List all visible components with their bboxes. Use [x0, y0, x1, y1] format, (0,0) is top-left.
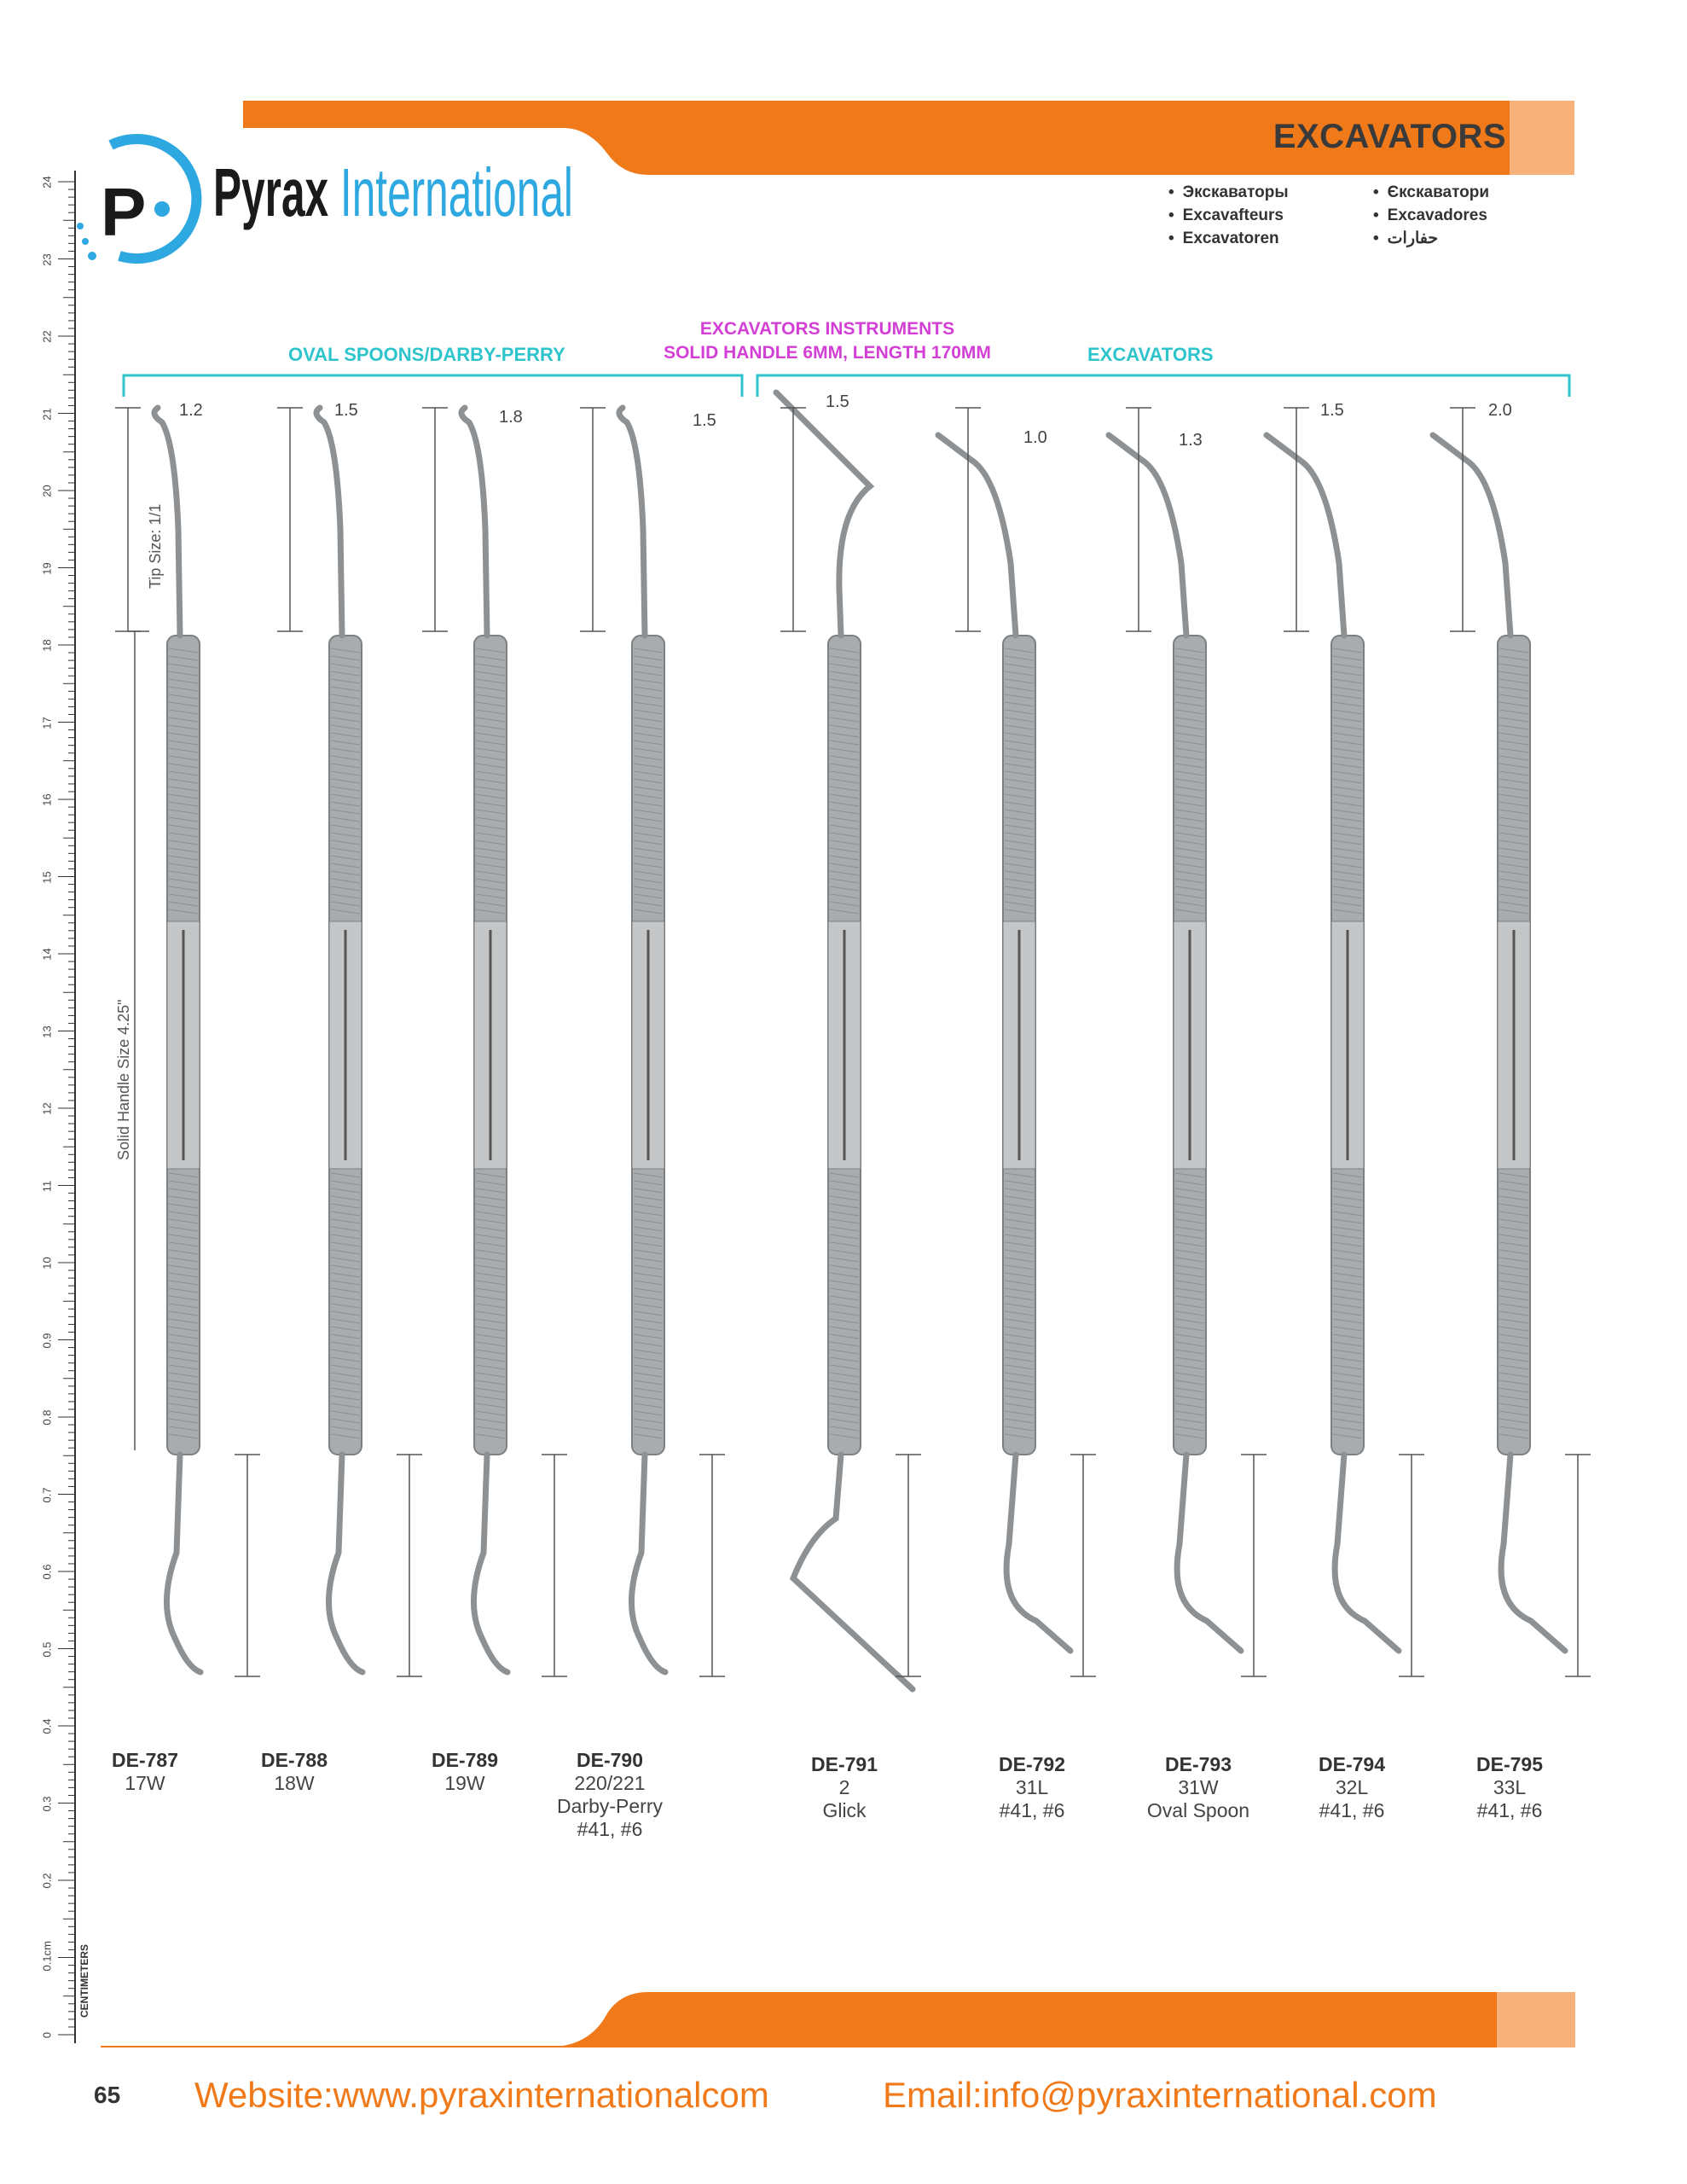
ruler-number: 0.5 [40, 1641, 54, 1658]
translation-item: • Єкскаватори [1373, 181, 1489, 204]
tip-measure-bottom [1565, 1455, 1591, 1676]
ruler-number: 20 [40, 485, 54, 497]
tip-size-value: 1.5 [826, 392, 849, 411]
ruler-number: 0.7 [40, 1486, 54, 1503]
tip-measure-top [277, 408, 303, 631]
footer-band [101, 1992, 1497, 2048]
main-heading-line2: SOLID HANDLE 6MM, LENGTH 170MM [664, 343, 991, 363]
ruler-number: 14 [40, 948, 54, 961]
tip-size-annotation: Tip Size: 1/1 [147, 503, 164, 589]
ruler-number: 19 [40, 561, 54, 575]
tip-size-value: 1.5 [1320, 401, 1344, 420]
working-end-top [938, 435, 1016, 636]
product-detail: Oval Spoon [1146, 1799, 1250, 1821]
tip-size-value: 1.5 [693, 411, 716, 430]
brand-name-blue: International [339, 154, 573, 230]
tip-size-value: 1.3 [1179, 431, 1203, 450]
product-code: DE-788 [261, 1749, 328, 1771]
group-left-bracket [124, 375, 742, 397]
ruler-number: 13 [40, 1025, 54, 1038]
working-end-bottom [1006, 1455, 1070, 1651]
product-detail: #41, #6 [1319, 1799, 1385, 1821]
product-code: DE-792 [999, 1753, 1065, 1775]
handle-size-annotation: Solid Handle Size 4.25" [115, 999, 132, 1160]
instrument-de-789 [422, 408, 567, 1676]
working-end-bottom [793, 1455, 913, 1689]
product-label [1267, 1753, 1437, 1822]
brand-name-dark: Pyrax [213, 154, 329, 230]
working-end-top [1433, 435, 1510, 636]
working-end-top [776, 392, 870, 636]
product-label [1424, 1753, 1595, 1822]
ruler-unit-label: CENTIMETERS [78, 1943, 90, 2018]
working-end-bottom [1501, 1455, 1565, 1651]
working-end-bottom [631, 1455, 665, 1672]
product-detail: 31L [1015, 1776, 1049, 1798]
tip-measure-top [780, 408, 806, 631]
tip-size-value: 1.8 [499, 408, 523, 427]
tip-measure-bottom [1241, 1455, 1267, 1676]
working-end-top [619, 408, 645, 636]
instrument-drawings [115, 392, 1591, 1689]
working-end-top [1267, 435, 1344, 636]
product-detail: 2 [838, 1776, 850, 1798]
page-title: EXCAVATORS [1272, 118, 1506, 155]
instrument-de-792 [938, 408, 1096, 1676]
working-end-top [461, 408, 487, 636]
tip-measure-bottom [699, 1455, 725, 1676]
product-detail: Glick [822, 1799, 867, 1821]
main-heading-line1: EXCAVATORS INSTRUMENTS [699, 319, 955, 339]
ruler-number: 22 [40, 330, 54, 343]
product-detail: 32L [1335, 1776, 1369, 1798]
instrument-de-790 [580, 408, 725, 1676]
instrument-de-795 [1433, 408, 1591, 1676]
ruler-number: 11 [40, 1180, 54, 1192]
email-link[interactable]: Email:info@pyraxinternational.com [883, 2075, 1437, 2115]
ruler-number: 0.3 [40, 1795, 54, 1812]
tip-measure-bottom [1070, 1455, 1096, 1676]
product-code: DE-795 [1476, 1753, 1543, 1775]
translations-left [1168, 181, 1289, 250]
product-detail: 33L [1493, 1776, 1527, 1798]
group-right-bracket [757, 375, 1569, 397]
tip-measure-top [422, 408, 448, 631]
product-label [525, 1749, 695, 1841]
tip-measure-top [580, 408, 606, 631]
product-label [759, 1753, 930, 1822]
product-code: DE-791 [811, 1753, 878, 1775]
product-detail: 31W [1178, 1776, 1219, 1798]
ruler-number: 0.4 [40, 1718, 54, 1734]
product-code: DE-790 [577, 1749, 643, 1771]
product-detail: #41, #6 [577, 1818, 643, 1840]
working-end-bottom [1335, 1455, 1399, 1651]
working-end-top [316, 408, 342, 636]
instrument-de-791 [776, 392, 921, 1689]
product-detail: 220/221 [574, 1772, 646, 1794]
product-detail: 17W [125, 1772, 165, 1794]
product-label [209, 1749, 380, 1795]
instrument-de-788 [277, 408, 422, 1676]
tip-measure-top [115, 408, 141, 631]
product-code: DE-787 [112, 1749, 178, 1771]
tip-measure-bottom [235, 1455, 260, 1676]
ruler-number: 0 [40, 2031, 54, 2039]
ruler-number: 0.6 [40, 1564, 54, 1580]
group-left-label: OVAL SPOONS/DARBY-PERRY [288, 344, 565, 365]
working-end-bottom [473, 1455, 507, 1672]
instrument-de-787 [115, 408, 260, 1676]
working-end-top [1109, 435, 1186, 636]
ruler-number: 10 [40, 1257, 54, 1269]
product-label [947, 1753, 1117, 1822]
translation-item: • Экскаваторы [1168, 181, 1289, 204]
product-detail: 18W [274, 1772, 315, 1794]
tip-measure-top [1126, 408, 1151, 631]
instrument-de-794 [1267, 408, 1424, 1676]
tip-measure-top [1450, 408, 1475, 631]
footer-band-end [1497, 1992, 1575, 2048]
ruler-number: 15 [40, 870, 54, 884]
product-detail: 19W [444, 1772, 485, 1794]
header-band-end [1510, 101, 1574, 175]
translations-right [1373, 181, 1489, 250]
working-end-bottom [328, 1455, 362, 1672]
ruler-number: 0.8 [40, 1409, 54, 1426]
brand-name [213, 154, 573, 230]
ruler-number: 18 [40, 639, 54, 652]
instrument-de-793 [1109, 408, 1267, 1676]
tip-measure-bottom [542, 1455, 567, 1676]
group-right-label: EXCAVATORS [1087, 344, 1214, 365]
ruler-number: 0.2 [40, 1873, 54, 1889]
ruler-number: 16 [40, 793, 54, 806]
translation-item: • Excavadores [1373, 204, 1489, 227]
product-label [1113, 1753, 1284, 1822]
ruler-number: 24 [40, 176, 54, 189]
ruler-number: 0.9 [40, 1332, 54, 1349]
product-label [60, 1749, 230, 1795]
translation-item: • Excavafteurs [1168, 204, 1289, 227]
translation-item: • حفارات [1373, 227, 1489, 250]
tip-measure-top [1284, 408, 1309, 631]
product-code: DE-789 [432, 1749, 498, 1771]
ruler-number: 21 [40, 407, 54, 421]
working-end-bottom [1177, 1455, 1241, 1651]
working-end-bottom [166, 1455, 200, 1672]
product-code: DE-794 [1319, 1753, 1385, 1775]
ruler-number: 23 [40, 253, 54, 266]
product-code: DE-793 [1165, 1753, 1232, 1775]
ruler-number: 17 [40, 716, 54, 729]
product-detail: #41, #6 [999, 1799, 1065, 1821]
website-link[interactable]: Website:www.pyraxinternationalcom [194, 2075, 769, 2115]
tip-size-value: 1.0 [1023, 428, 1047, 447]
product-detail: #41, #6 [1476, 1799, 1543, 1821]
tip-measure-bottom [1399, 1455, 1424, 1676]
tip-size-value: 2.0 [1488, 401, 1512, 420]
logo-initial: P [101, 174, 147, 250]
product-detail: Darby-Perry [557, 1795, 663, 1817]
tip-size-value: 1.5 [334, 401, 358, 420]
tip-measure-top [955, 408, 981, 631]
tip-measure-bottom [896, 1455, 921, 1676]
translation-item: • Excavatoren [1168, 227, 1289, 250]
ruler-number: 0.1cm [40, 1940, 54, 1971]
tip-size-value: 1.2 [179, 401, 203, 420]
tip-measure-bottom [397, 1455, 422, 1676]
ruler-number: 12 [40, 1102, 54, 1115]
page-number: 65 [94, 2082, 121, 2108]
